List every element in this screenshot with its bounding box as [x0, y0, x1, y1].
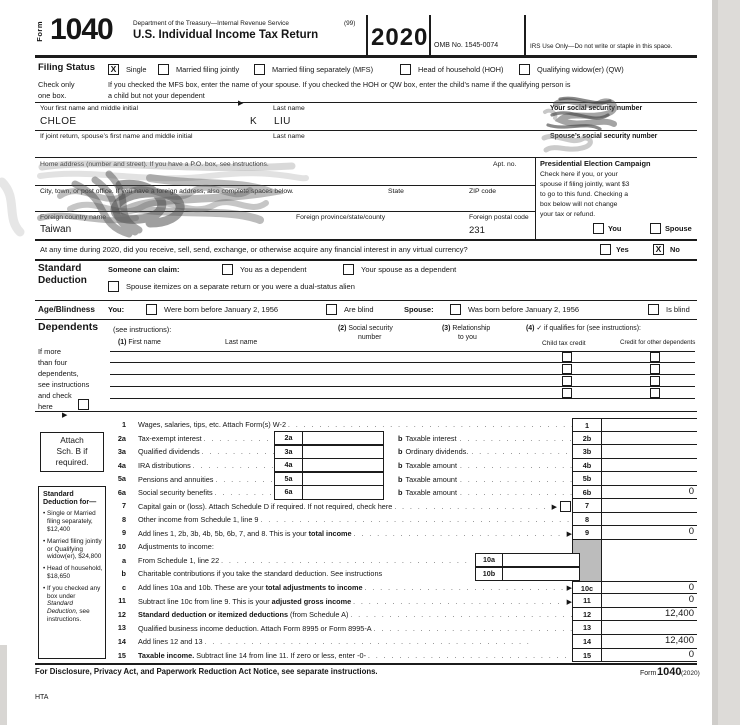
line-5b-amount[interactable] [602, 472, 697, 486]
line-number: a [121, 555, 126, 565]
income-row-5b: 5a Pensions and annuities . . 5a b Taxable amount . . [105, 472, 572, 486]
line-2a-input[interactable] [303, 432, 383, 444]
line-number: 15 [117, 650, 126, 660]
claim-spouse-dependent-label: Your spouse as a dependent [361, 265, 457, 274]
presidential-campaign-text: your tax or refund. [540, 211, 596, 218]
line-text: If you checked any box under [47, 584, 101, 600]
filing-status-note: a child but not your dependent [108, 91, 205, 100]
virtual-currency-no-label: No [670, 245, 680, 254]
spouse-itemizes-label: Spouse itemizes on a separate return or you were a dual-status alien [126, 282, 355, 291]
line-2b-amount[interactable] [602, 432, 697, 446]
last-name-label: Last name [273, 105, 305, 112]
line-number: 11 [118, 596, 126, 606]
dependents-col-firstname: (1) First name [118, 339, 161, 346]
line-6a-input[interactable] [303, 486, 383, 498]
line-9-rownum: 9 [572, 526, 602, 540]
line-text: (from Schedule A) [290, 610, 349, 620]
line-text: Standard deduction or itemized deductions [138, 610, 289, 620]
foreign-province-label: Foreign province/state/county [296, 214, 386, 221]
filing-status-mfj-label: Married filing jointly [176, 65, 240, 74]
last-name-value[interactable]: LIU [274, 116, 291, 127]
income-row-2b: 2a Tax-exempt interest . . 2a b Taxable interest . . [105, 432, 572, 446]
line-text: Head of household, $18,650 [47, 565, 103, 580]
line-number: 2a [117, 433, 126, 443]
line-number: 7 [121, 501, 126, 511]
dependents-margin-note: If more [38, 347, 61, 356]
income-row-3b: 3a Qualified dividends . . 3a b Ordinary dividends. . . [105, 445, 572, 459]
line-text: Social security benefits [138, 488, 213, 498]
header-code: (99) [344, 20, 356, 27]
virtual-currency-question: At any time during 2020, did you receive, sell, send, exchange, or otherwise acquire any financial interest in any virtual currency? [40, 245, 468, 254]
footer-form-word: Form [640, 670, 657, 677]
line-text: Pensions and annuities [138, 474, 214, 484]
income-row-4b: 4a IRA distributions . . 4a b Taxable amount . . [105, 459, 572, 473]
income-row-7 [105, 499, 572, 513]
age-spouse-label: Spouse: [404, 305, 434, 314]
line-6a-box: 6a [274, 485, 384, 499]
line-number: b [121, 569, 126, 579]
presidential-campaign-heading: Presidential Election Campaign [540, 159, 651, 168]
line-2b-rownum: 2b [572, 432, 602, 446]
standard-deduction-heading: Standard [38, 263, 82, 274]
line-text: Add lines 1, 2b, 3b, 4b, 5b, 6b, 7, and 8. This is your [138, 528, 307, 538]
dotted-leader [394, 502, 549, 511]
line-text: Subtract line 14 from line 11. If zero or less, enter -0- [196, 650, 367, 660]
line-11-rownum: 11 [572, 594, 602, 608]
line-13-rownum: 13 [572, 621, 602, 635]
std-deduction-bullet: • If you checked any box under Standard Deduction, see instructions. [43, 585, 103, 624]
income-row-11 [105, 594, 572, 608]
line-1-rownum: 1 [572, 418, 602, 432]
income-row-1 [105, 418, 572, 432]
tax-year: 2020 [371, 24, 429, 51]
line-text: Taxable income. [138, 650, 195, 660]
dotted-leader [365, 583, 565, 592]
line-number: 8 [121, 514, 126, 524]
irs-use-only: IRS Use Only—Do not write or staple in this space. [530, 43, 673, 50]
dotted-leader [374, 624, 572, 633]
form-vertical-label: Form [35, 21, 44, 42]
line-text: Capital gain or (loss). Attach Schedule D if required. If not required, check here [138, 501, 393, 511]
line-10c-rownum: 10c [572, 581, 602, 595]
line-5a-box: 5a [274, 472, 384, 486]
line-text: Tax-exempt interest [138, 433, 202, 443]
check-only-label: one box. [38, 91, 67, 100]
disclosure-notice: For Disclosure, Privacy Act, and Paperwork Reduction Act Notice, see separate instructions. [35, 667, 378, 676]
line-text: adjusted gross income [271, 596, 352, 606]
income-row-6b: 6a Social security benefits . . 6a b Taxable amount . . [105, 486, 572, 500]
dotted-leader [471, 447, 572, 456]
presidential-campaign-text: to go to this fund. Checking a [540, 191, 629, 198]
line-12-amount[interactable]: 12,400 [602, 608, 697, 622]
line-text: Taxable interest [405, 433, 457, 443]
dotted-leader [288, 420, 572, 429]
presidential-campaign-text: Check here if you, or your [540, 171, 618, 178]
income-row-15 [105, 649, 572, 663]
footer-form-year: (2020) [681, 670, 700, 677]
dotted-leader [350, 610, 572, 619]
income-row-10c [105, 581, 572, 595]
line-number: 14 [117, 636, 126, 646]
line-10b-input[interactable] [503, 568, 579, 580]
dotted-leader [460, 475, 572, 484]
line-number: 12 [117, 609, 126, 619]
first-name-label: Your first name and middle initial [40, 105, 138, 112]
dotted-leader [221, 556, 473, 565]
line-10a-input[interactable] [503, 554, 579, 566]
line-15-rownum: 15 [572, 649, 602, 663]
age-blindness-heading: Age/Blindness [38, 305, 95, 314]
standard-deduction-heading: Deduction [38, 275, 87, 286]
dependents-col-ssn: number [358, 334, 382, 341]
filing-status-single-checkbox[interactable]: X [108, 64, 119, 75]
line-number: 9 [121, 528, 126, 538]
line-text: Wages, salaries, tips, etc. Attach Form(s) W-2 [138, 420, 287, 430]
dotted-leader [202, 447, 274, 456]
dependents-heading: Dependents [38, 321, 99, 333]
dotted-leader [215, 488, 274, 497]
line-text: Taxable amount [405, 460, 457, 470]
line-4a-input[interactable] [303, 459, 383, 471]
dependents-col-lastname: Last name [225, 339, 258, 346]
foreign-country-value[interactable]: Taiwan [40, 224, 72, 235]
spouse-born-before-label: Was born before January 2, 1956 [468, 305, 580, 314]
footer-rule [35, 663, 697, 665]
dotted-leader [204, 434, 274, 443]
income-row-a [105, 554, 572, 568]
you-born-before-label: Were born before January 2, 1956 [164, 305, 279, 314]
line-3a-box: 3a [274, 445, 384, 459]
someone-can-claim-label: Someone can claim: [108, 265, 180, 274]
scan-edge [0, 645, 7, 725]
income-row-13 [105, 621, 572, 635]
line-10b-box: 10b [475, 567, 580, 581]
dependents-col-relationship: (3) Relationship [442, 325, 491, 332]
filing-status-heading: Filing Status [38, 62, 95, 73]
line-number: 4a [117, 460, 126, 470]
footer-form-number: 1040 [657, 666, 682, 678]
dotted-leader [353, 597, 564, 606]
filing-status-note: If you checked the MFS box, enter the name of your spouse. If you checked the HOH or QW box, enter the child’s name if the qualifying person is [108, 80, 571, 89]
line-text: Married filing jointly or Qualifying widow(er), $24,800 [47, 537, 102, 561]
dotted-leader [460, 488, 572, 497]
line-text: IRA distributions [138, 460, 191, 470]
form-number: 1040 [50, 13, 113, 46]
line-text: Add lines 12 and 13 [138, 637, 203, 647]
line-text: total income [308, 528, 352, 538]
campaign-you-label: You [608, 224, 622, 233]
line-number: 1 [121, 420, 126, 429]
foreign-postal-value[interactable]: 231 [469, 225, 485, 236]
state-label: State [388, 188, 404, 195]
income-row-8 [105, 513, 572, 527]
foreign-postal-label: Foreign postal code [469, 214, 529, 221]
check-only-label: Check only [38, 80, 75, 89]
dependents-subheading: (see instructions): [113, 325, 172, 334]
line-text: Qualified business income deduction. Attach Form 8995 or Form 8995-A [138, 623, 372, 633]
line-number: c [121, 582, 126, 592]
filing-status-hoh-label: Head of household (HOH) [418, 65, 504, 74]
attach-schb-note: Attach Sch. B if required. [40, 432, 104, 472]
dotted-leader [215, 475, 274, 484]
home-address-label: Home address (number and street). If you have a P.O. box, see instructions. [40, 161, 269, 168]
line-text: total adjustments to income [265, 582, 363, 592]
scan-edge [712, 0, 718, 725]
virtual-currency-no-checkbox[interactable]: X [653, 244, 664, 255]
spouse-last-name-label: Last name [273, 133, 305, 140]
income-row-14 [105, 635, 572, 649]
line-6b-rownum: 6b [572, 486, 602, 500]
city-label: City, town, or post office. If you have a foreign address, also complete spaces below. [40, 188, 294, 195]
income-row-12 [105, 608, 572, 622]
spouse-ssn-label: Spouse’s social security number [550, 133, 658, 140]
line-12-rownum: 12 [572, 608, 602, 622]
line-text: Qualified dividends [138, 447, 200, 457]
line-number: 10 [117, 542, 126, 552]
dependents-col-ctc: Child tax credit [542, 340, 586, 347]
line-text: From Schedule 1, line 22 [138, 555, 220, 565]
line-14-rownum: 14 [572, 635, 602, 649]
line-10c-amount[interactable]: 0 [602, 581, 697, 595]
line-text: Add lines 10a and 10b. These are your [138, 582, 264, 592]
line-13-amount[interactable] [602, 621, 697, 635]
income-row-10 [105, 540, 572, 554]
dependents-margin-note: and check [38, 391, 72, 400]
presidential-campaign-text: spouse if filing jointly, want $3 [540, 181, 630, 188]
virtual-currency-yes-label: Yes [616, 245, 629, 254]
line-text: Single or Married filing separately, $12,400 [47, 510, 96, 533]
line-number: 13 [117, 623, 126, 633]
spouse-first-name-label: If joint return, spouse’s first name and middle initial [40, 133, 193, 140]
line-15-amount[interactable]: 0 [602, 649, 697, 663]
line-10a-box: 10a [475, 553, 580, 567]
dependents-margin-note: here [38, 402, 53, 411]
line-text: Taxable amount [405, 474, 457, 484]
line-number: 3a [117, 447, 126, 457]
line-text: Taxable amount [405, 488, 457, 498]
claim-you-dependent-label: You as a dependent [240, 265, 307, 274]
dependents-col-relationship: to you [458, 334, 477, 341]
line-text: Subtract line 10c from line 9. This is your [138, 596, 270, 606]
filing-status-mfs-label: Married filing separately (MFS) [272, 65, 374, 74]
presidential-campaign-text: box below will not change [540, 201, 618, 208]
dotted-leader [205, 637, 572, 646]
dependents-col-qualifies: (4) ✓ if qualifies for (see instructions): [526, 325, 641, 332]
dotted-leader [354, 529, 565, 538]
line-text: Ordinary dividends. [405, 447, 469, 457]
dotted-leader [260, 515, 572, 524]
line-7-amount[interactable] [602, 499, 697, 513]
first-name-value[interactable]: CHLOE [40, 116, 77, 127]
spouse-blind-label: Is blind [666, 305, 690, 314]
dependents-col-ssn: (2) Social security [338, 325, 393, 332]
line-8-amount[interactable] [602, 513, 697, 527]
line-9-amount[interactable]: 0 [602, 526, 697, 540]
line-6b-amount[interactable]: 0 [602, 486, 697, 500]
line-text: Other income from Schedule 1, line 9 [138, 515, 259, 525]
dependents-margin-note: dependents, [38, 369, 79, 378]
line-7-rownum: 7 [572, 499, 602, 513]
age-you-label: You: [108, 305, 125, 314]
income-row-9 [105, 526, 572, 540]
foreign-country-label: Foreign country name [40, 214, 107, 221]
form-title: U.S. Individual Income Tax Return [133, 29, 319, 41]
line-5a-input[interactable] [303, 473, 383, 485]
line-4b-amount[interactable] [602, 459, 697, 473]
line-number: 6a [117, 487, 126, 497]
line-text: Charitable contributions if you take the standard deduction. See instructions [138, 569, 383, 579]
line-8-rownum: 8 [572, 513, 602, 527]
line-text: Adjustments to income: [138, 542, 214, 552]
line-7-checkbox[interactable] [560, 501, 571, 512]
line-5b-rownum: 5b [572, 472, 602, 486]
omb-number: OMB No. 1545-0074 [434, 42, 499, 49]
hta-label: HTA [35, 694, 49, 701]
ssn-label: Your social security number [550, 105, 643, 112]
filing-status-single-label: Single [126, 65, 147, 74]
dotted-leader [460, 461, 572, 470]
standard-deduction-margin-note: Standard Deduction for— • Single or Married filing separately, $12,400 • Married filing jointly or Qualifying widow(er), $24,800 • Head of household, $18,650 • If you checked any box under Standard Deduction, see instructions. [38, 486, 106, 659]
line-11-amount[interactable]: 0 [602, 594, 697, 608]
line-2a-box: 2a [274, 431, 384, 445]
line-4a-box: 4a [274, 458, 384, 472]
dependents-margin-note: than four [38, 358, 68, 367]
right-arrow-icon [552, 502, 557, 511]
line-3b-amount[interactable] [602, 445, 697, 459]
filing-status-qw-label: Qualifying widow(er) (QW) [537, 65, 624, 74]
treasury-label: Department of the Treasury—Internal Revenue Service [133, 20, 289, 27]
line-3b-rownum: 3b [572, 445, 602, 459]
income-row-b [105, 567, 572, 581]
dotted-leader [460, 434, 572, 443]
zip-label: ZIP code [469, 188, 497, 195]
campaign-spouse-label: Spouse [665, 224, 692, 233]
dotted-leader [193, 461, 274, 470]
apt-no-label: Apt. no. [493, 161, 517, 168]
middle-initial-value[interactable]: K [250, 116, 257, 127]
line-text: see instructions. [47, 608, 90, 624]
you-blind-label: Are blind [344, 305, 374, 314]
line-4b-rownum: 4b [572, 459, 602, 473]
line-1-amount[interactable] [602, 418, 697, 432]
line-3a-input[interactable] [303, 446, 383, 458]
line-14-amount[interactable]: 12,400 [602, 635, 697, 649]
line-number: 5a [117, 474, 126, 484]
dependents-col-odc: Credit for other dependents [620, 339, 696, 346]
dependents-margin-note: see instructions [38, 380, 90, 389]
dotted-leader [368, 651, 572, 660]
